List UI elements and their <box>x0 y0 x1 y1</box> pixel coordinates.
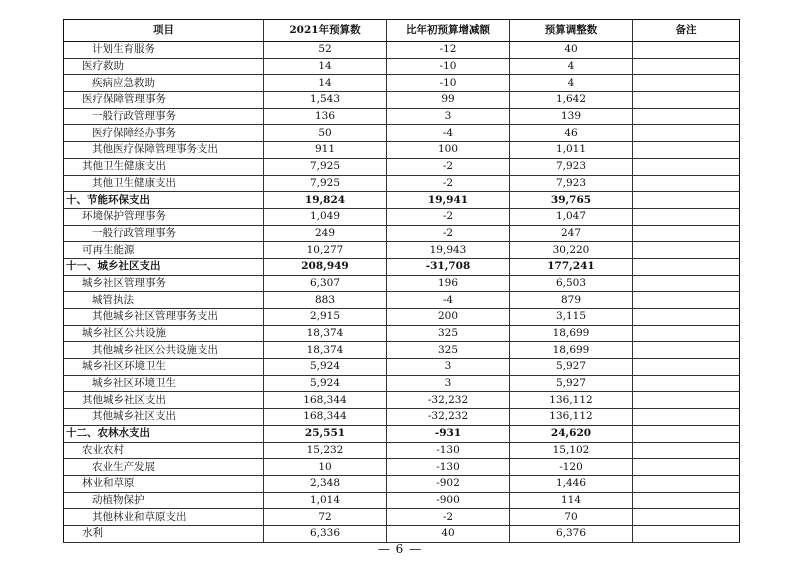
cell-change: -931 <box>387 425 510 442</box>
table-row <box>64 275 740 292</box>
table-row <box>64 125 740 142</box>
table-row <box>64 192 740 209</box>
cell-note <box>633 525 740 542</box>
cell-adjusted: 15,102 <box>510 442 633 459</box>
table-row <box>64 258 740 275</box>
table-row <box>64 42 740 59</box>
cell-budget: 168,344 <box>264 409 387 426</box>
cell-adjusted: 177,241 <box>510 258 633 275</box>
table-row <box>64 459 740 476</box>
cell-adjusted: 6,376 <box>510 525 633 542</box>
cell-note <box>633 409 740 426</box>
table-row <box>64 158 740 175</box>
cell-budget: 14 <box>264 58 387 75</box>
cell-adjusted: 70 <box>510 509 633 526</box>
cell-note <box>633 158 740 175</box>
cell-adjusted: 5,927 <box>510 375 633 392</box>
cell-budget: 6,336 <box>264 525 387 542</box>
cell-budget: 10 <box>264 459 387 476</box>
cell-note <box>633 492 740 509</box>
table-row <box>64 108 740 125</box>
cell-budget: 136 <box>264 108 387 125</box>
cell-budget: 72 <box>264 509 387 526</box>
table-header-row <box>64 20 740 42</box>
cell-item: 其他城乡社区支出 <box>64 409 264 426</box>
table-row <box>64 208 740 225</box>
cell-note <box>633 509 740 526</box>
cell-item: 医疗保障管理事务 <box>64 92 264 109</box>
cell-item: 十、节能环保支出 <box>64 192 264 209</box>
cell-budget: 15,232 <box>264 442 387 459</box>
cell-adjusted: 4 <box>510 58 633 75</box>
cell-item: 其他城乡社区管理事务支出 <box>64 309 264 326</box>
cell-adjusted: 7,923 <box>510 175 633 192</box>
cell-change: 325 <box>387 342 510 359</box>
cell-budget: 10,277 <box>264 242 387 259</box>
cell-adjusted: 30,220 <box>510 242 633 259</box>
cell-note <box>633 425 740 442</box>
cell-adjusted: 39,765 <box>510 192 633 209</box>
table-row <box>64 142 740 159</box>
column-header-note: 备注 <box>633 20 740 42</box>
cell-item: 医疗救助 <box>64 58 264 75</box>
cell-adjusted: 247 <box>510 225 633 242</box>
cell-change: -2 <box>387 175 510 192</box>
cell-item: 其他城乡社区公共设施支出 <box>64 342 264 359</box>
table-row <box>64 492 740 509</box>
cell-change: -10 <box>387 58 510 75</box>
cell-note <box>633 225 740 242</box>
page-number: — 6 — <box>377 542 423 556</box>
cell-adjusted: 7,923 <box>510 158 633 175</box>
cell-item: 其他卫生健康支出 <box>64 158 264 175</box>
cell-item: 城乡社区环境卫生 <box>64 359 264 376</box>
cell-note <box>633 475 740 492</box>
cell-budget: 911 <box>264 142 387 159</box>
cell-adjusted: 1,047 <box>510 208 633 225</box>
cell-note <box>633 342 740 359</box>
cell-change: -900 <box>387 492 510 509</box>
cell-change: 19,943 <box>387 242 510 259</box>
table-row <box>64 175 740 192</box>
cell-item: 可再生能源 <box>64 242 264 259</box>
cell-budget: 52 <box>264 42 387 59</box>
cell-note <box>633 309 740 326</box>
column-header-budget: 2021年预算数 <box>264 20 387 42</box>
cell-item: 动植物保护 <box>64 492 264 509</box>
cell-change: -130 <box>387 459 510 476</box>
cell-adjusted: 1,642 <box>510 92 633 109</box>
cell-item: 十一、城乡社区支出 <box>64 258 264 275</box>
table-row <box>64 342 740 359</box>
cell-adjusted: 18,699 <box>510 342 633 359</box>
cell-change: -4 <box>387 292 510 309</box>
cell-budget: 5,924 <box>264 359 387 376</box>
cell-budget: 25,551 <box>264 425 387 442</box>
cell-change: -32,232 <box>387 409 510 426</box>
cell-item: 农业农村 <box>64 442 264 459</box>
cell-note <box>633 242 740 259</box>
table-row <box>64 475 740 492</box>
column-header-adjusted: 预算调整数 <box>510 20 633 42</box>
cell-item: 十二、农林水支出 <box>64 425 264 442</box>
cell-change: 40 <box>387 525 510 542</box>
cell-change: -12 <box>387 42 510 59</box>
cell-budget: 2,348 <box>264 475 387 492</box>
cell-note <box>633 92 740 109</box>
cell-change: -10 <box>387 75 510 92</box>
cell-note <box>633 58 740 75</box>
cell-adjusted: 1,011 <box>510 142 633 159</box>
cell-note <box>633 392 740 409</box>
cell-adjusted: 4 <box>510 75 633 92</box>
cell-budget: 1,049 <box>264 208 387 225</box>
column-header-item: 项目 <box>64 20 264 42</box>
cell-change: -2 <box>387 158 510 175</box>
table-row <box>64 392 740 409</box>
cell-item: 医疗保障经办事务 <box>64 125 264 142</box>
cell-change: -32,232 <box>387 392 510 409</box>
cell-note <box>633 175 740 192</box>
cell-adjusted: 1,446 <box>510 475 633 492</box>
cell-adjusted: 18,699 <box>510 325 633 342</box>
cell-budget: 19,824 <box>264 192 387 209</box>
cell-item: 林业和草原 <box>64 475 264 492</box>
cell-change: -4 <box>387 125 510 142</box>
table-row <box>64 359 740 376</box>
cell-change: 3 <box>387 108 510 125</box>
table-row <box>64 325 740 342</box>
cell-item: 其他医疗保障管理事务支出 <box>64 142 264 159</box>
cell-note <box>633 125 740 142</box>
cell-note <box>633 258 740 275</box>
cell-budget: 18,374 <box>264 342 387 359</box>
cell-change: -130 <box>387 442 510 459</box>
cell-budget: 1,543 <box>264 92 387 109</box>
cell-note <box>633 375 740 392</box>
cell-note <box>633 208 740 225</box>
cell-item: 疾病应急救助 <box>64 75 264 92</box>
table-row <box>64 92 740 109</box>
cell-change: -902 <box>387 475 510 492</box>
cell-item: 一般行政管理事务 <box>64 108 264 125</box>
cell-note <box>633 275 740 292</box>
column-header-change: 比年初预算增减额 <box>387 20 510 42</box>
cell-adjusted: 879 <box>510 292 633 309</box>
cell-budget: 5,924 <box>264 375 387 392</box>
cell-budget: 2,915 <box>264 309 387 326</box>
cell-note <box>633 459 740 476</box>
cell-change: 100 <box>387 142 510 159</box>
cell-item: 计划生育服务 <box>64 42 264 59</box>
table-row <box>64 442 740 459</box>
cell-adjusted: 40 <box>510 42 633 59</box>
cell-note <box>633 359 740 376</box>
cell-budget: 249 <box>264 225 387 242</box>
cell-adjusted: 6,503 <box>510 275 633 292</box>
cell-note <box>633 192 740 209</box>
cell-budget: 883 <box>264 292 387 309</box>
cell-note <box>633 108 740 125</box>
cell-item: 水利 <box>64 525 264 542</box>
cell-change: 99 <box>387 92 510 109</box>
cell-budget: 1,014 <box>264 492 387 509</box>
table-row <box>64 75 740 92</box>
cell-item: 其他林业和草原支出 <box>64 509 264 526</box>
cell-change: -2 <box>387 509 510 526</box>
cell-budget: 50 <box>264 125 387 142</box>
cell-change: -2 <box>387 225 510 242</box>
table-row <box>64 242 740 259</box>
cell-note <box>633 75 740 92</box>
cell-change: 196 <box>387 275 510 292</box>
cell-adjusted: 136,112 <box>510 409 633 426</box>
cell-adjusted: 136,112 <box>510 392 633 409</box>
cell-item: 环境保护管理事务 <box>64 208 264 225</box>
cell-budget: 7,925 <box>264 175 387 192</box>
cell-change: 3 <box>387 359 510 376</box>
cell-note <box>633 142 740 159</box>
cell-change: 19,941 <box>387 192 510 209</box>
cell-note <box>633 292 740 309</box>
cell-note <box>633 42 740 59</box>
cell-item: 其他卫生健康支出 <box>64 175 264 192</box>
cell-budget: 14 <box>264 75 387 92</box>
cell-note <box>633 442 740 459</box>
cell-budget: 168,344 <box>264 392 387 409</box>
cell-item: 一般行政管理事务 <box>64 225 264 242</box>
cell-adjusted: 139 <box>510 108 633 125</box>
cell-item: 城乡社区公共设施 <box>64 325 264 342</box>
cell-budget: 7,925 <box>264 158 387 175</box>
cell-change: -31,708 <box>387 258 510 275</box>
table-row <box>64 225 740 242</box>
cell-adjusted: 3,115 <box>510 309 633 326</box>
cell-item: 城乡社区管理事务 <box>64 275 264 292</box>
cell-item: 农业生产发展 <box>64 459 264 476</box>
cell-adjusted: 46 <box>510 125 633 142</box>
table-row <box>64 58 740 75</box>
cell-budget: 6,307 <box>264 275 387 292</box>
cell-change: 325 <box>387 325 510 342</box>
cell-adjusted: 24,620 <box>510 425 633 442</box>
cell-change: 200 <box>387 309 510 326</box>
table-row <box>64 375 740 392</box>
cell-change: 3 <box>387 375 510 392</box>
cell-budget: 208,949 <box>264 258 387 275</box>
table-row <box>64 409 740 426</box>
cell-budget: 18,374 <box>264 325 387 342</box>
cell-item: 其他城乡社区支出 <box>64 392 264 409</box>
cell-note <box>633 325 740 342</box>
cell-adjusted: 5,927 <box>510 359 633 376</box>
table-row <box>64 309 740 326</box>
table-row <box>64 425 740 442</box>
cell-change: -2 <box>387 208 510 225</box>
cell-adjusted: -120 <box>510 459 633 476</box>
table-body <box>64 42 740 543</box>
cell-item: 城乡社区环境卫生 <box>64 375 264 392</box>
cell-adjusted: 114 <box>510 492 633 509</box>
budget-adjustment-table <box>63 19 740 543</box>
table-row <box>64 525 740 542</box>
cell-item: 城管执法 <box>64 292 264 309</box>
table-row <box>64 509 740 526</box>
table-row <box>64 292 740 309</box>
